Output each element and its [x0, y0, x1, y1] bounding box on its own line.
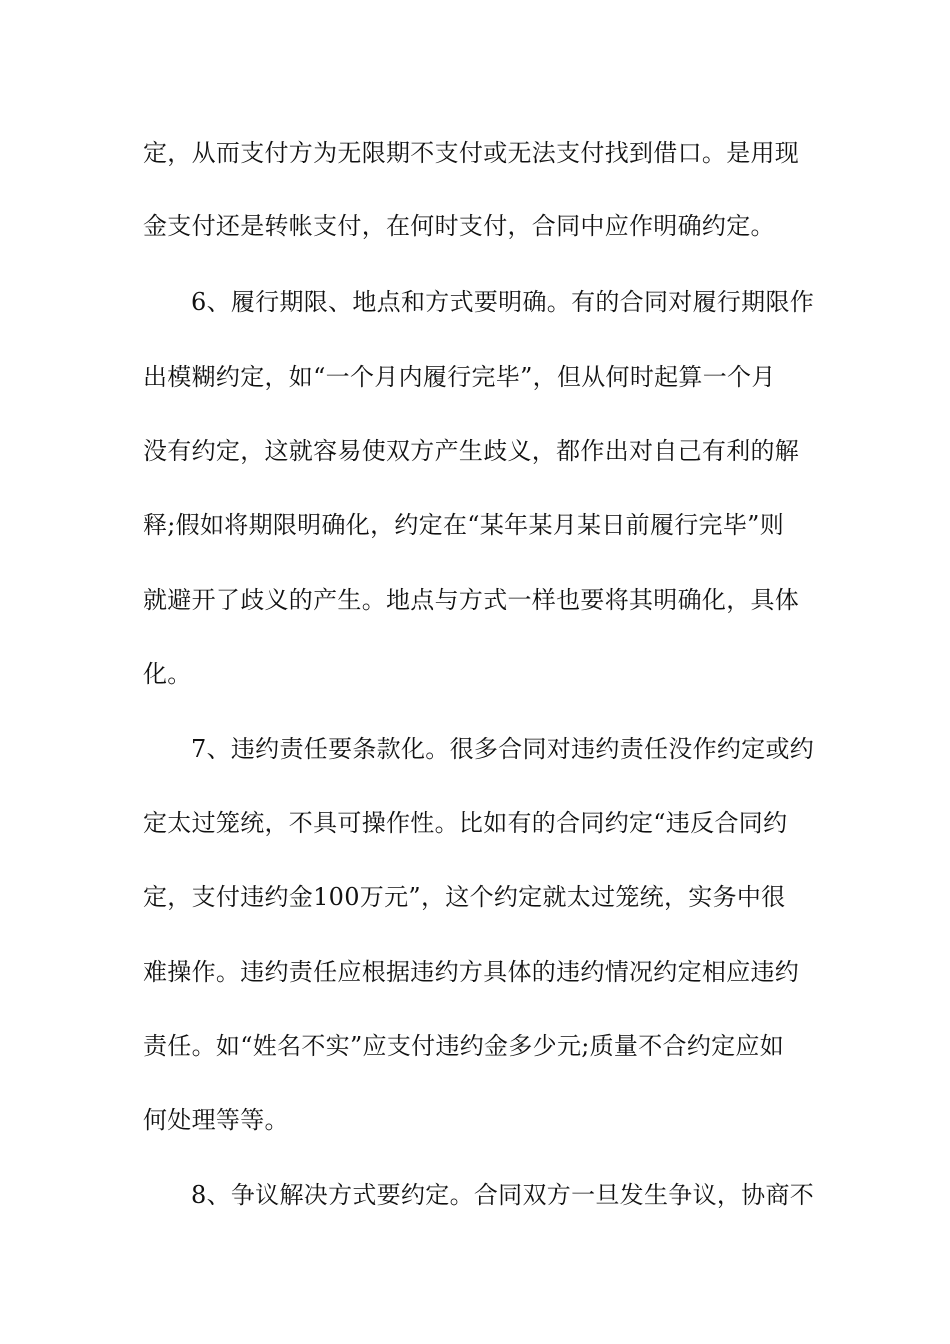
text-line: 定，支付违约金100万元”，这个约定就太过笼统，实务中很	[143, 883, 786, 911]
text-line: 何处理等等。	[143, 1106, 289, 1134]
paragraph-start-line: 8、争议解决方式要约定。合同双方一旦发生争议，协商不	[191, 1181, 815, 1209]
paragraph-start-line: 6、履行期限、地点和方式要明确。有的合同对履行期限作	[191, 288, 815, 316]
text-line: 释;假如将期限明确化，约定在“某年某月某日前履行完毕”则	[143, 511, 785, 539]
text-line: 定太过笼统，不具可操作性。比如有的合同约定“违反合同约	[143, 809, 788, 837]
text-line: 化。	[143, 660, 192, 688]
text-line: 责任。如“姓名不实”应支付违约金多少元;质量不合约定应如	[143, 1032, 785, 1060]
text-line: 没有约定，这就容易使双方产生歧义，都作出对自己有利的解	[143, 437, 800, 465]
text-line: 出模糊约定，如“一个月内履行完毕”，但从何时起算一个月	[143, 363, 776, 391]
text-line: 就避开了歧义的产生。地点与方式一样也要将其明确化，具体	[143, 586, 800, 614]
text-line: 金支付还是转帐支付，在何时支付，合同中应作明确约定。	[143, 212, 775, 240]
text-line: 定，从而支付方为无限期不支付或无法支付找到借口。是用现	[143, 139, 800, 167]
text-line: 难操作。违约责任应根据违约方具体的违约情况约定相应违约	[143, 958, 800, 986]
paragraph-start-line: 7、违约责任要条款化。很多合同对违约责任没作约定或约	[191, 735, 815, 763]
